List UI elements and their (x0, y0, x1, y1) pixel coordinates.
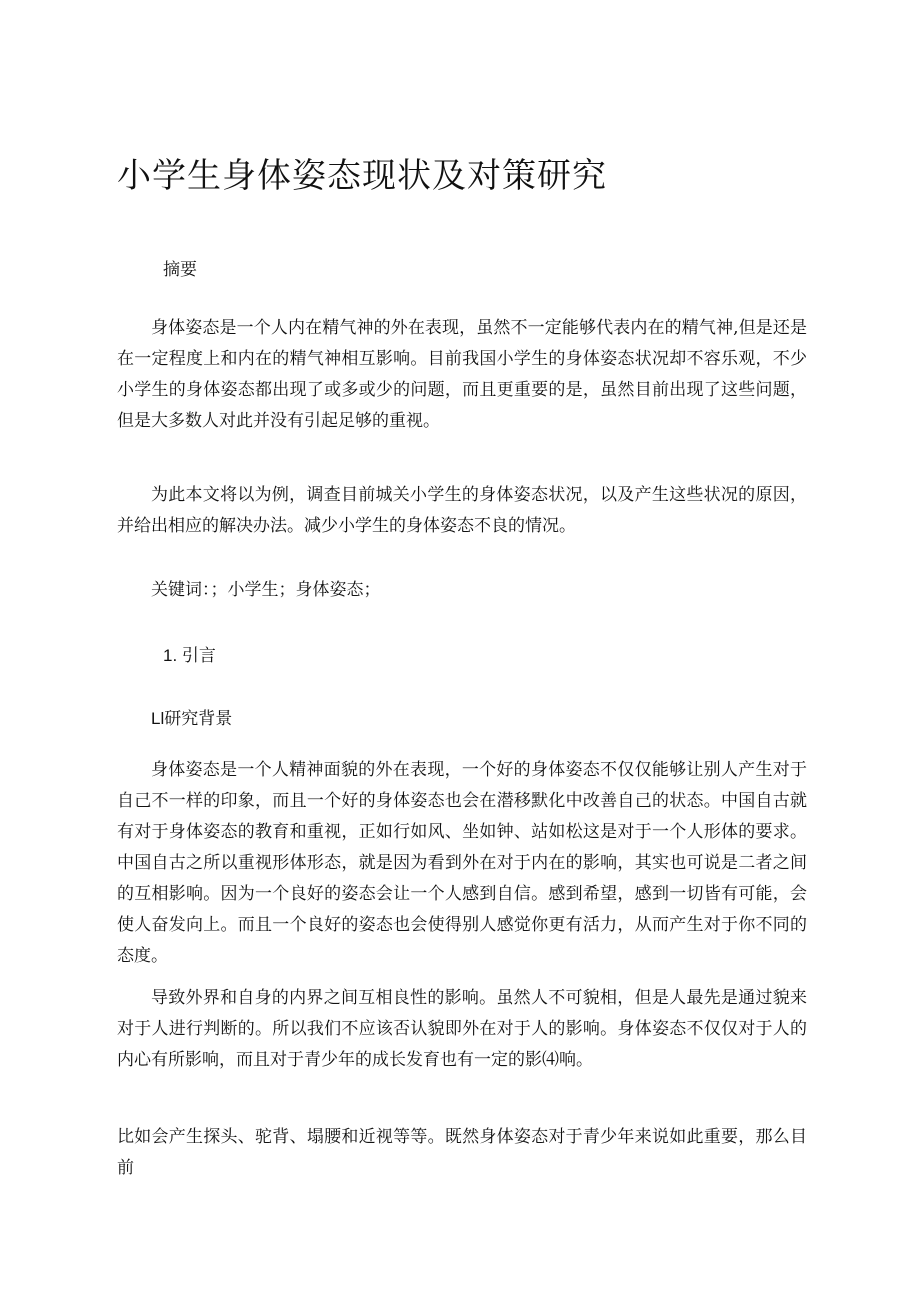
document-title: 小学生身体姿态现状及对策研究 (117, 156, 607, 196)
abstract-paragraph-1: 身体姿态是一个人内在精气神的外在表现，虽然不一定能够代表内在的精气神,但是还是在一定程度上和内在的精气神相互影响。目前我国小学生的身体姿态状况却不容乐观，不少小学生的身体姿态都出现了或多或少的问题，而且更重要的是，虽然目前出现了这些问题，但是大多数人对此并没有引起足够的重视。 (117, 318, 807, 431)
keywords: 关键词：；小学生；身体姿态； (151, 580, 381, 600)
abstract-paragraph-2: 为此本文将以为例，调查目前城关小学生的身体姿态状况，以及产生这些状况的原因，并给出相应的解决办法。减少小学生的身体姿态不良的情况。 (117, 485, 807, 536)
body-paragraph-1: 身体姿态是一个人精神面貌的外在表现，一个好的身体姿态不仅仅能够让别人产生对于自己不一样的印象，而且一个好的身体姿态也会在潜移默化中改善自己的状态。中国自古就有对于身体姿态的教育和重视，正如行如风、坐如钟、站如松这是对于一个人形体的要求。中国自古之所以重视形体形态，就是因为看到外在对于内在的影响，其实也可说是二者之间的互相影响。因为一个良好的姿态会让一个人感到自信。感到希望，感到一切皆有可能，会使人奋发向上。而且一个良好的姿态也会使得别人感觉你更有活力，从而产生对于你不同的态度。 (117, 760, 807, 966)
section-heading-introduction: 1. 引言 (163, 646, 216, 665)
subsection-heading-research-background: Ll研究背景 (151, 709, 233, 728)
abstract-heading: 摘要 (163, 260, 197, 280)
body-paragraph-3: 比如会产生探头、驼背、塌腰和近视等等。既然身体姿态对于青少年来说如此重要，那么目前 (117, 1127, 807, 1178)
body-paragraph-2: 导致外界和自身的内界之间互相良性的影响。虽然人不可貌相，但是人最先是通过貌来对于人进行判断的。所以我们不应该否认貌即外在对于人的影响。身体姿态不仅仅对于人的内心有所影响，而且对于青少年的成长发育也有一定的影⑷响。 (117, 988, 807, 1070)
